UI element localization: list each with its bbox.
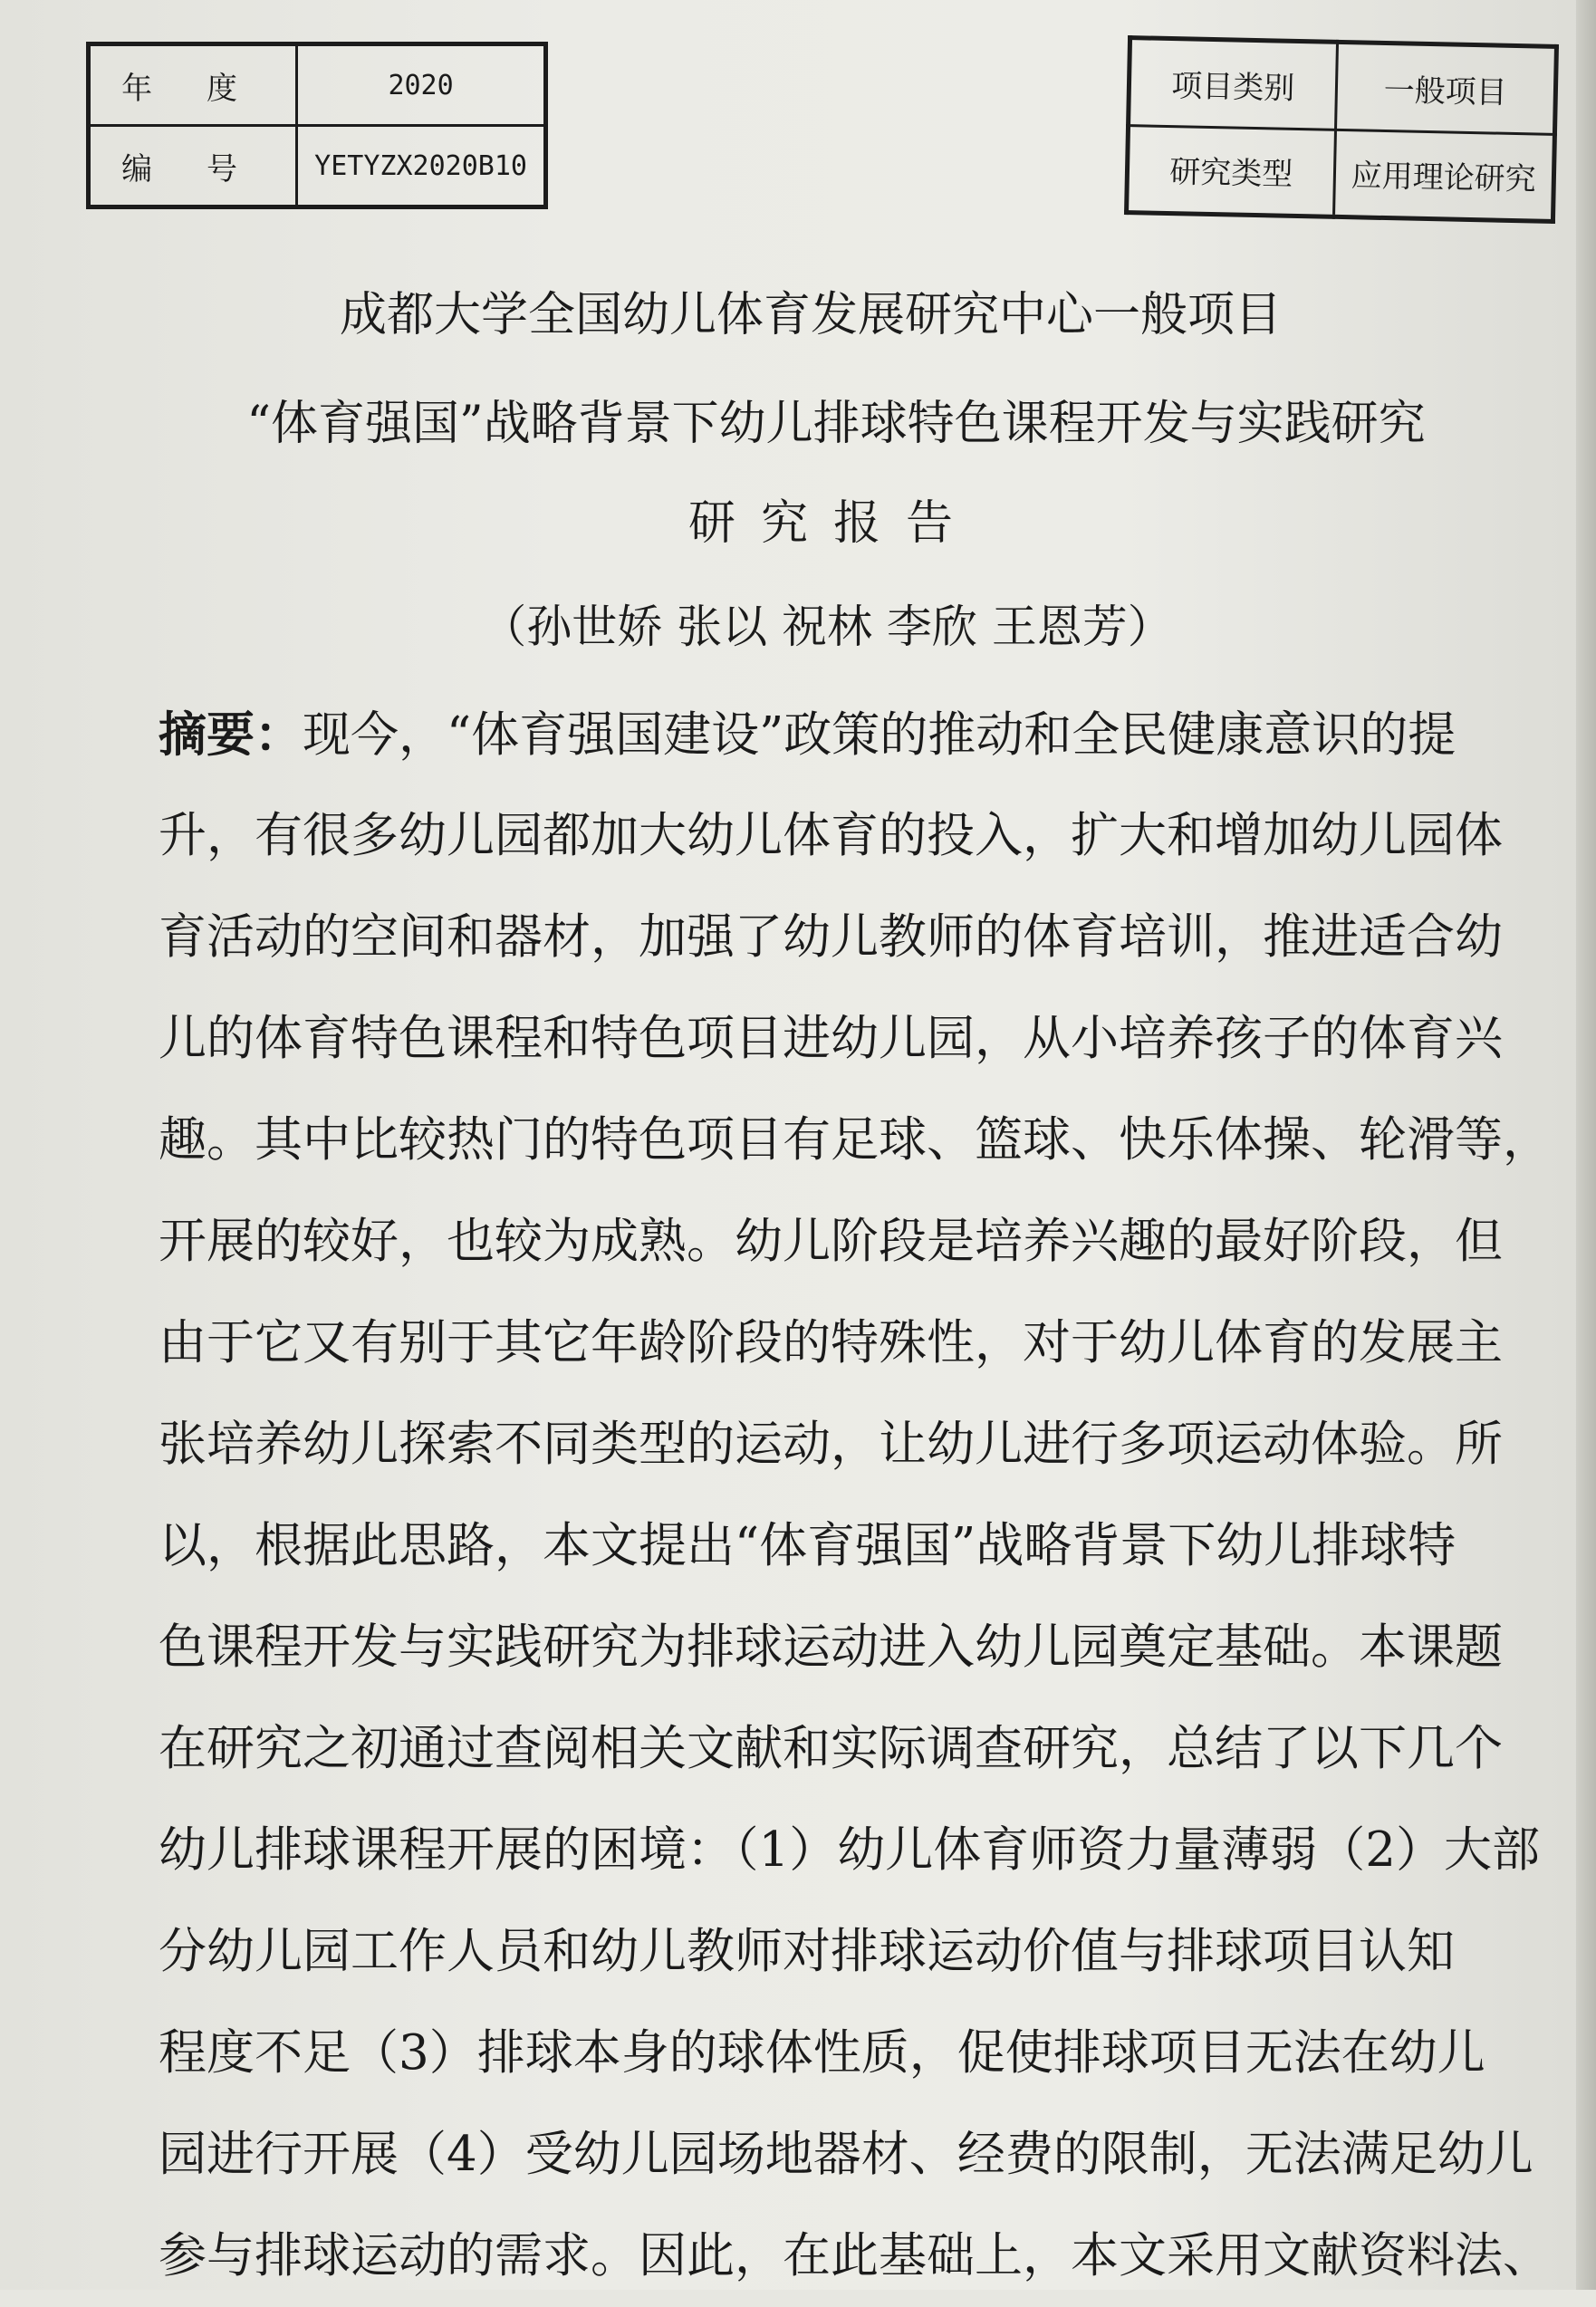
authors: （孙世娇 张以 祝林 李欣 王恩芳） (481, 601, 1173, 653)
meta-row-number (89, 126, 546, 207)
abstract-line: 色课程开发与实践研究为排球运动进入幼儿园奠定基础。本课题 (159, 1620, 1503, 1675)
meta-row-research-type (1127, 125, 1555, 221)
meta-key-number: 编号 (89, 126, 297, 207)
meta-value-year: 2020 (297, 44, 546, 126)
abstract-line-text: 现今，“体育强国建设”政策的推动和全民健康意识的提 (303, 707, 1457, 763)
abstract-line: 开展的较好，也较为成熟。幼儿阶段是培养兴趣的最好阶段，但 (159, 1214, 1503, 1269)
report-heading: 研究报告 (687, 496, 978, 551)
abstract-line (159, 684, 1508, 785)
abstract-line: 张培养幼儿探索不同类型的运动，让幼儿进行多项运动体验。所 (159, 1417, 1503, 1472)
meta-table-right (1124, 35, 1559, 224)
abstract-line: 园进行开展（4）受幼儿园场地器材、经费的限制，无法满足幼儿 (159, 2127, 1534, 2182)
meta-value-research-type: 应用理论研究 (1333, 130, 1554, 222)
abstract-line: 程度不足（3）排球本身的球体性质，促使排球项目无法在幼儿 (159, 2025, 1485, 2081)
abstract-line: 趣。其中比较热门的特色项目有足球、篮球、快乐体操、轮滑等， (159, 1112, 1551, 1168)
meta-row-year (89, 44, 546, 126)
meta-key-year: 年度 (89, 44, 297, 126)
meta-key-research-type: 研究类型 (1127, 125, 1336, 216)
abstract-line: 由于它又有别于其它年龄阶段的特殊性，对于幼儿体育的发展主 (159, 1315, 1503, 1370)
meta-table-left (86, 42, 548, 209)
meta-value-category: 一般项目 (1335, 42, 1556, 134)
meta-value-number: YETYZX2020B10 (297, 126, 546, 207)
abstract-line: 升，有很多幼儿园都加大幼儿体育的投入，扩大和增加幼儿园体 (159, 808, 1503, 863)
abstract (159, 684, 1551, 2307)
title-line-1: 成都大学全国幼儿体育发展研究中心一般项目 (339, 288, 1282, 342)
meta-key-category: 项目类别 (1129, 38, 1338, 130)
meta-row-category (1129, 38, 1557, 134)
abstract-line: 在研究之初通过查阅相关文献和实际调查研究，总结了以下几个 (159, 1721, 1503, 1776)
abstract-line: 幼儿排球课程开展的困境：（1）幼儿体育师资力量薄弱（2）大部 (159, 1822, 1540, 1878)
abstract-label: 摘要： (159, 707, 303, 763)
abstract-line: 儿的体育特色课程和特色项目进幼儿园，从小培养孩子的体育兴 (159, 1011, 1503, 1066)
abstract-line: 以，根据此思路，本文提出“体育强国”战略背景下幼儿排球特 (159, 1518, 1457, 1573)
title-line-2: “体育强国”战略背景下幼儿排球特色课程开发与实践研究 (246, 397, 1426, 451)
abstract-line: 育活动的空间和器材，加强了幼儿教师的体育培训，推进适合幼 (159, 909, 1503, 965)
abstract-line: 参与排球运动的需求。因此，在此基础上，本文采用文献资料法、 (159, 2228, 1551, 2283)
abstract-line: 分幼儿园工作人员和幼儿教师对排球运动价值与排球项目认知 (159, 1924, 1455, 1979)
